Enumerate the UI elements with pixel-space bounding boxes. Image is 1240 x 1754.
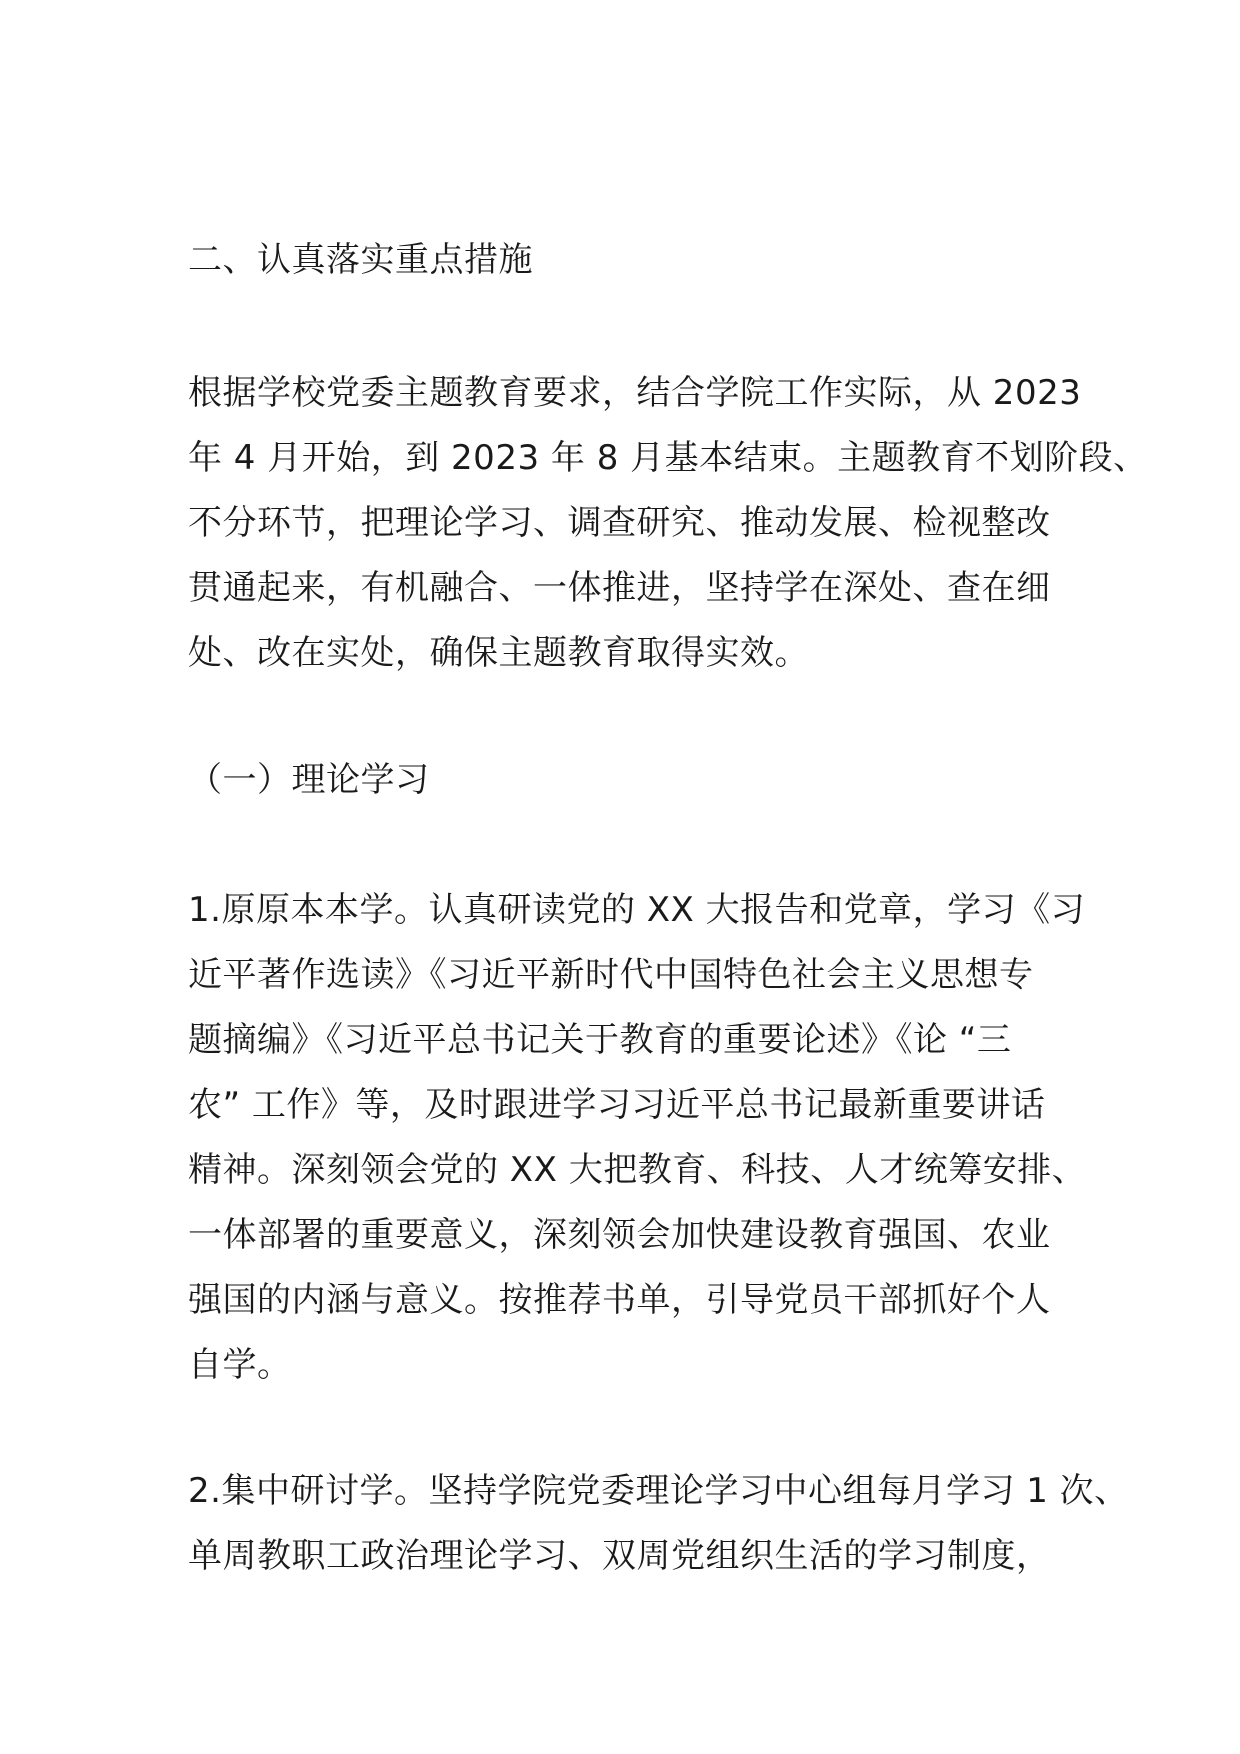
paragraph-line: 1.原原本本学。认真研读党的 XX 大报告和党章，学习《习 [188, 890, 1086, 930]
paragraph-line: 2.集中研讨学。坚持学院党委理论学习中心组每月学习 1 次、 [188, 1471, 1129, 1511]
item-2-paragraph [188, 1459, 1129, 1589]
paragraph-line: 自学。 [188, 1345, 292, 1385]
item-1-paragraph [188, 878, 1087, 1398]
paragraph-line: 年 4 月开始，到 2023 年 8 月基本结束。主题教育不划阶段、 [188, 438, 1148, 478]
subheading-text: （一）理论学习 [188, 760, 430, 800]
section-heading-text: 二、认真落实重点措施 [188, 240, 533, 280]
section-heading [188, 228, 1068, 293]
paragraph-line: 一体部署的重要意义，深刻领会加快建设教育强国、农业 [188, 1215, 1051, 1255]
paragraph-line: 单周教职工政治理论学习、双周党组织生活的学习制度， [188, 1536, 1051, 1576]
paragraph-line: 强国的内涵与意义。按推荐书单，引导党员干部抓好个人 [188, 1280, 1051, 1320]
paragraph-line: 题摘编》《习近平总书记关于教育的重要论述》《论 “三 [188, 1020, 1012, 1060]
paragraph-line: 精神。深刻领会党的 XX 大把教育、科技、人才统筹安排、 [188, 1150, 1087, 1190]
paragraph-line: 处、改在实处，确保主题教育取得实效。 [188, 633, 809, 673]
paragraph-line: 根据学校党委主题教育要求，结合学院工作实际，从 2023 [188, 373, 1082, 413]
paragraph-line: 贯通起来，有机融合、一体推进，坚持学在深处、查在细 [188, 568, 1051, 608]
subheading-theory-study [188, 748, 1068, 813]
paragraph-line: 近平著作选读》《习近平新时代中国特色社会主义思想专 [188, 955, 1034, 995]
paragraph-line: 不分环节，把理论学习、调查研究、推动发展、检视整改 [188, 503, 1051, 543]
paragraph-line: 农” 工作》等，及时跟进学习习近平总书记最新重要讲话 [188, 1085, 1046, 1125]
intro-paragraph [188, 361, 1148, 686]
